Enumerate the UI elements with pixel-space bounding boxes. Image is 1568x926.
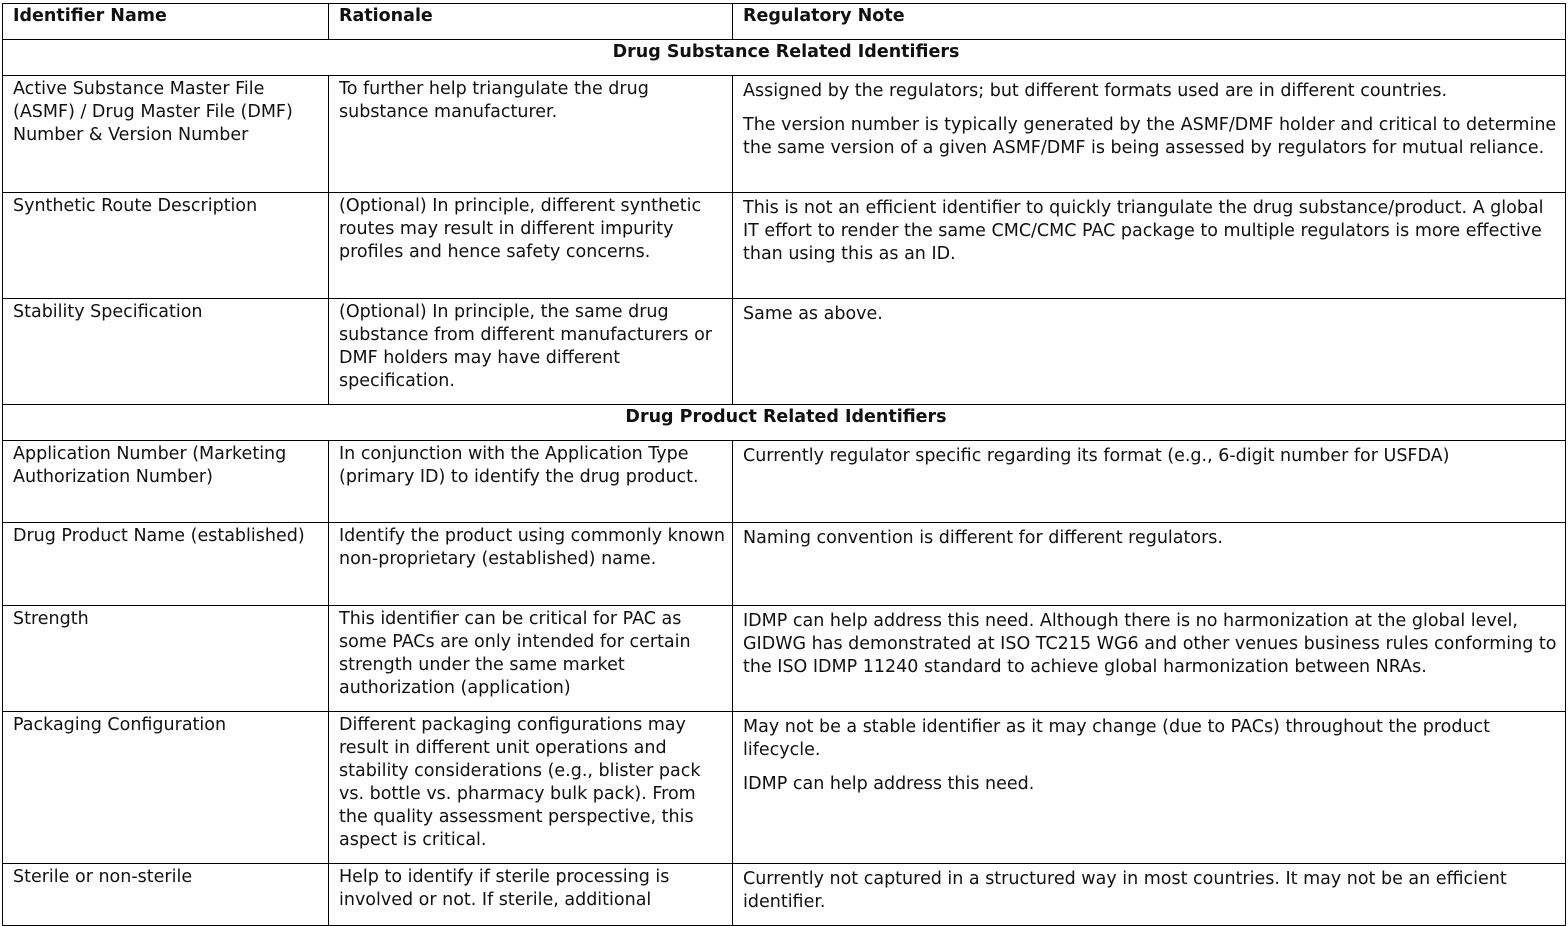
regulatory-note-cell xyxy=(733,523,1566,606)
regulatory-note-paragraph: Currently regulator specific regarding its format (e.g., 6-digit number for USFDA) xyxy=(743,446,1450,466)
rationale-cell: To further help triangulate the drug substance manufacturer. xyxy=(329,76,733,193)
rationale-cell: (Optional) In principle, the same drug substance from different manufacturers or DMF holders may have different specification. xyxy=(329,299,733,405)
identifier-name-cell: Packaging Configuration xyxy=(3,712,329,864)
regulatory-note-cell xyxy=(733,299,1566,405)
table-row xyxy=(3,864,1566,926)
identifier-name-cell: Drug Product Name (established) xyxy=(3,523,329,606)
header-regulatory-note: Regulatory Note xyxy=(733,4,1566,40)
identifier-name-cell: Sterile or non-sterile xyxy=(3,864,329,926)
table-row xyxy=(3,712,1566,864)
section-row-drug-substance xyxy=(3,40,1566,76)
section-title: Drug Substance Related Identifiers xyxy=(3,40,1566,76)
header-rationale: Rationale xyxy=(329,4,733,40)
identifier-name-cell: Synthetic Route Description xyxy=(3,193,329,299)
rationale-cell: Different packaging configurations may result in different unit operations and stability considerations (e.g., blister pack vs. bottle vs. pharmacy bulk pack). From the quality assessment perspective, this aspect is critical. xyxy=(329,712,733,864)
rationale-cell: Help to identify if sterile processing is involved or not. If sterile, additional xyxy=(329,864,733,926)
regulatory-note-cell xyxy=(733,606,1566,712)
table-row xyxy=(3,76,1566,193)
table-header-row xyxy=(3,4,1566,40)
regulatory-note-paragraph: This is not an efficient identifier to quickly triangulate the drug substance/product. A global IT effort to render the same CMC/CMC PAC package to multiple regulators is more effective than using this as an ID. xyxy=(743,198,1544,264)
identifier-name-cell: Application Number (Marketing Authorization Number) xyxy=(3,441,329,523)
regulatory-note-paragraph: IDMP can help address this need. Although there is no harmonization at the global level, GIDWG has demonstrated at ISO TC215 WG6 and other venues business rules conforming to the ISO IDMP 11240 standard to achieve global harmonization between NRAs. xyxy=(743,611,1557,677)
regulatory-note-paragraph: The version number is typically generated by the ASMF/DMF holder and critical to determine the same version of a given ASMF/DMF is being assessed by regulators for mutual reliance. xyxy=(743,115,1557,158)
regulatory-note-paragraph: Naming convention is different for different regulators. xyxy=(743,528,1223,548)
table-row xyxy=(3,193,1566,299)
rationale-cell: (Optional) In principle, different synthetic routes may result in different impurity profiles and hence safety concerns. xyxy=(329,193,733,299)
regulatory-note-paragraph: Same as above. xyxy=(743,304,883,324)
regulatory-note-paragraph: IDMP can help address this need. xyxy=(743,774,1035,794)
regulatory-note-cell xyxy=(733,864,1566,926)
table-row xyxy=(3,441,1566,523)
identifier-name-cell: Stability Specification xyxy=(3,299,329,405)
regulatory-note-cell xyxy=(733,76,1566,193)
regulatory-note-paragraph: Assigned by the regulators; but different formats used are in different countries. xyxy=(743,81,1448,101)
identifier-name-cell: Active Substance Master File (ASMF) / Drug Master File (DMF) Number & Version Number xyxy=(3,76,329,193)
regulatory-note-cell xyxy=(733,712,1566,864)
table-row xyxy=(3,299,1566,405)
section-row-drug-product xyxy=(3,405,1566,441)
section-title: Drug Product Related Identifiers xyxy=(3,405,1566,441)
identifier-table xyxy=(2,3,1566,926)
regulatory-note-paragraph: May not be a stable identifier as it may change (due to PACs) throughout the product lifecycle. xyxy=(743,717,1491,760)
table-row xyxy=(3,523,1566,606)
identifier-name-cell: Strength xyxy=(3,606,329,712)
rationale-cell: Identify the product using commonly known non-proprietary (established) name. xyxy=(329,523,733,606)
rationale-cell: In conjunction with the Application Type (primary ID) to identify the drug product. xyxy=(329,441,733,523)
rationale-cell: This identifier can be critical for PAC as some PACs are only intended for certain strength under the same market authorization (application) xyxy=(329,606,733,712)
regulatory-note-cell xyxy=(733,441,1566,523)
regulatory-note-paragraph: Currently not captured in a structured way in most countries. It may not be an efficient identifier. xyxy=(743,869,1507,912)
header-identifier-name: Identifier Name xyxy=(3,4,329,40)
table-row xyxy=(3,606,1566,712)
regulatory-note-cell xyxy=(733,193,1566,299)
